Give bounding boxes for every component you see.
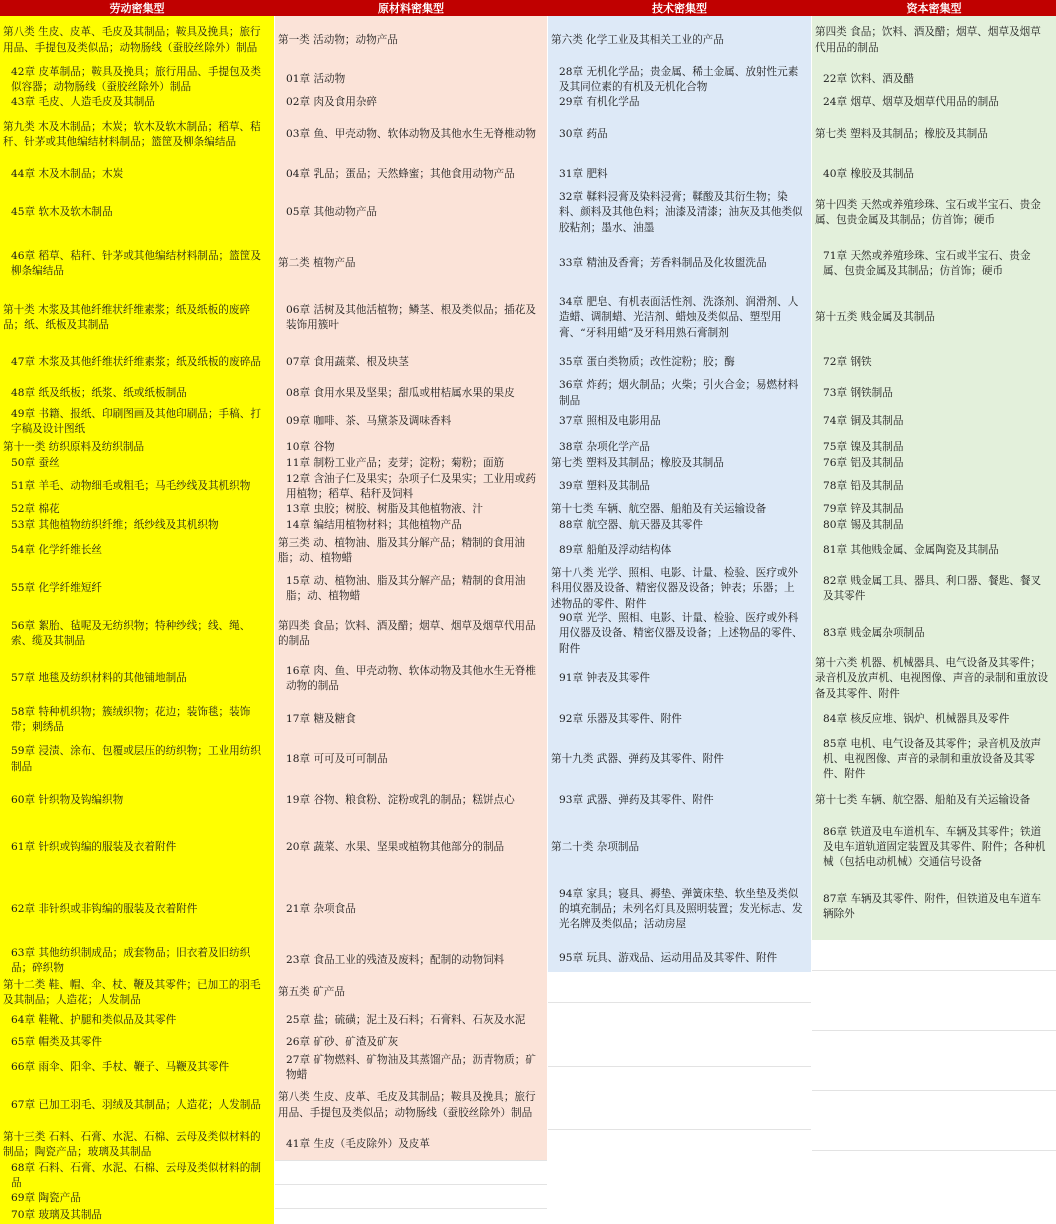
section-title: 第八类 生皮、皮革、毛皮及其制品；鞍具及挽具；旅行用品、手提包及类似品；动物肠线（蚕胶丝除外）制品 [3, 26, 261, 54]
chapter-title: 64章 鞋靴、护腿和类似品及其零件 [11, 1013, 177, 1026]
section-title: 第十七类 车辆、航空器、船舶及有关运输设备 [551, 502, 767, 515]
chapter-row [812, 567, 1056, 611]
chapter-title: 61章 针织或钩编的服装及衣着附件 [11, 840, 177, 853]
chapter-row [275, 701, 547, 739]
section-row [812, 293, 1056, 343]
chapter-row [275, 739, 547, 780]
chapter-row [0, 1082, 274, 1129]
empty-cell-line [812, 1090, 1056, 1091]
chapter-title: 14章 编结用植物材料；其他植物产品 [286, 519, 462, 532]
chapter-row [812, 535, 1056, 567]
chapter-row [275, 821, 547, 874]
chapter-row [812, 502, 1056, 517]
chapter-title: 87章 车辆及其零件、附件，但铁道及电车道车辆除外 [823, 892, 1042, 920]
chapter-row [275, 456, 547, 472]
chapter-row [812, 343, 1056, 382]
chapter-title: 70章 玻璃及其制品 [11, 1208, 103, 1221]
section-row [275, 535, 547, 567]
chapter-row [812, 739, 1056, 780]
chapter-title: 25章 盐；硫磺；泥土及石料；石膏料、石灰及水泥 [286, 1013, 526, 1026]
chapter-title: 79章 锌及其制品 [823, 502, 904, 515]
section-title: 第十九类 武器、弹药及其零件、附件 [551, 752, 724, 765]
chapter-title: 29章 有机化学品 [559, 96, 640, 109]
chapter-title: 05章 其他动物产品 [286, 206, 378, 219]
raw-material-intensive-column [275, 16, 547, 1160]
chapter-title: 93章 武器、弹药及其零件、附件 [559, 793, 714, 806]
section-title: 第二类 植物产品 [278, 257, 356, 270]
chapter-row [275, 191, 547, 235]
chapter-title: 90章 光学、照相、电影、计量、检验、医疗或外科用仪器及设备、精密仪器及设备；上述物品的零件、附件 [559, 612, 803, 655]
section-row [812, 111, 1056, 159]
chapter-title: 65章 帽类及其零件 [11, 1036, 103, 1049]
chapter-title: 75章 镍及其制品 [823, 440, 904, 453]
chapter-title: 69章 陶瓷产品 [11, 1192, 81, 1205]
chapter-row [275, 1129, 547, 1160]
chapter-row [548, 472, 811, 502]
chapter-row [812, 611, 1056, 657]
section-row [812, 16, 1056, 65]
empty-cell-line [548, 1002, 811, 1003]
chapter-row [0, 343, 274, 382]
chapter-title: 10章 谷物 [286, 440, 335, 453]
section-row [0, 16, 274, 65]
chapter-title: 45章 软木及软木制品 [11, 206, 113, 219]
chapter-row [275, 405, 547, 439]
technology-intensive-column [548, 16, 811, 972]
chapter-title: 81章 其他贱金属、金属陶瓷及其制品 [823, 544, 999, 557]
chapter-title: 24章 烟草、烟草及烟草代用品的制品 [823, 96, 999, 109]
section-title: 第八类 生皮、皮革、毛皮及其制品；鞍具及挽具；旅行用品、手提包及类似品；动物肠线（蚕胶丝除外）制品 [278, 1091, 536, 1119]
chapter-title: 33章 精油及香膏；芳香料制品及化妆盥洗品 [559, 257, 767, 270]
section-title: 第十五类 贱金属及其制品 [815, 311, 935, 324]
chapter-title: 34章 肥皂、有机表面活性剂、洗涤剂、润滑剂、人造蜡、调制蜡、光洁剂、蜡烛及类似品、塑型用膏、“牙科用蜡”及牙科用熟石膏制剂 [559, 296, 799, 339]
chapter-title: 89章 船舶及浮动结构体 [559, 544, 672, 557]
chapter-title: 71章 天然或养殖珍珠、宝石或半宝石、贵金属、包贵金属及其制品；仿首饰；硬币 [823, 249, 1031, 277]
chapter-row [812, 821, 1056, 874]
section-title: 第六类 化学工业及其相关工业的产品 [551, 33, 724, 46]
chapter-row [0, 535, 274, 567]
table-header [0, 0, 1056, 16]
section-title: 第四类 食品；饮料、酒及醋；烟草、烟草及烟草代用品的制品 [278, 619, 536, 647]
chapter-row [548, 405, 811, 439]
chapter-row [0, 611, 274, 657]
chapter-row [0, 405, 274, 439]
chapter-title: 41章 生皮（毛皮除外）及皮革 [286, 1138, 430, 1151]
chapter-title: 59章 浸渍、涂布、包覆或层压的纺织物；工业用纺织制品 [11, 745, 261, 773]
section-row [548, 502, 811, 517]
chapter-row [275, 1009, 547, 1032]
section-title: 第十八类 光学、照相、电影、计量、检验、医疗或外科用仪器及设备、精密仪器及设备；钟表；乐器；上述物品的零件、附件 [551, 567, 799, 610]
chapter-row [812, 159, 1056, 191]
section-title: 第七类 塑料及其制品；橡胶及其制品 [815, 128, 988, 141]
section-row [0, 293, 274, 343]
chapter-title: 26章 矿砂、矿渣及矿灰 [286, 1036, 399, 1049]
section-row [812, 657, 1056, 701]
chapter-title: 13章 虫胶；树胶、树脂及其他植物液、汁 [286, 502, 483, 515]
chapter-row [548, 65, 811, 95]
section-row [275, 16, 547, 65]
section-title: 第三类 动、植物油、脂及其分解产品；精制的食用油脂；动、植物蜡 [278, 536, 526, 564]
chapter-title: 72章 钢铁 [823, 355, 872, 368]
chapter-title: 95章 玩具、游戏品、运动用品及其零件、附件 [559, 951, 778, 964]
chapter-title: 06章 活树及其他活植物；鳞茎、根及类似品；插花及装饰用簇叶 [286, 303, 536, 331]
section-title: 第七类 塑料及其制品；橡胶及其制品 [551, 457, 724, 470]
section-row [548, 739, 811, 780]
labor-intensive-column [0, 16, 274, 1224]
chapter-title: 78章 铅及其制品 [823, 480, 904, 493]
chapter-row [0, 65, 274, 95]
chapter-row [0, 1009, 274, 1032]
section-title: 第一类 活动物；动物产品 [278, 33, 398, 46]
section-title: 第十三类 石料、石膏、水泥、石棉、云母及类似材料的制品；陶瓷产品；玻璃及其制品 [3, 1130, 261, 1158]
chapter-row [275, 293, 547, 343]
empty-cell-line [548, 1066, 811, 1067]
chapter-row [275, 1054, 547, 1082]
empty-cell-line [548, 1129, 811, 1130]
chapter-title: 73章 钢铁制品 [823, 386, 893, 399]
chapter-title: 53章 其他植物纺织纤维；纸纱线及其机织物 [11, 519, 219, 532]
chapter-row [812, 701, 1056, 739]
section-row [275, 977, 547, 1009]
chapter-title: 83章 贱金属杂项制品 [823, 627, 925, 640]
chapter-title: 57章 地毯及纺织材料的其他铺地制品 [11, 672, 187, 685]
chapter-row [548, 535, 811, 567]
chapter-row [275, 159, 547, 191]
chapter-row [548, 95, 811, 111]
section-title: 第十七类 车辆、航空器、船舶及有关运输设备 [815, 793, 1031, 806]
chapter-title: 40章 橡胶及其制品 [823, 168, 915, 181]
chapter-row [812, 65, 1056, 95]
chapter-row [812, 405, 1056, 439]
section-row [275, 1082, 547, 1129]
chapter-row [0, 1207, 274, 1224]
chapter-title: 12章 含油子仁及果实；杂项子仁及果实；工业用或药用植物；稻草、秸秆及饲料 [286, 472, 536, 500]
section-row [548, 567, 811, 611]
chapter-title: 42章 皮革制品；鞍具及挽具；旅行用品、手提包及类似容器；动物肠线（蚕胶丝除外）制品 [11, 65, 261, 93]
section-row [548, 821, 811, 874]
chapter-title: 07章 食用蔬菜、根及块茎 [286, 355, 409, 368]
chapter-title: 38章 杂项化学产品 [559, 440, 651, 453]
chapter-title: 58章 特种机织物；簇绒织物；花边；装饰毯；装饰带；刺绣品 [11, 705, 251, 733]
chapter-title: 48章 纸及纸板；纸浆、纸或纸板制品 [11, 386, 187, 399]
chapter-row [548, 159, 811, 191]
chapter-title: 02章 肉及食用杂碎 [286, 96, 378, 109]
section-title: 第十四类 天然或养殖珍珠、宝石或半宝石、贵金属、包贵金属及其制品；仿首饰；硬币 [815, 198, 1041, 226]
chapter-title: 52章 棉花 [11, 502, 60, 515]
chapter-row [275, 780, 547, 821]
chapter-row [0, 657, 274, 701]
section-title: 第九类 木及木制品；木炭；软木及软木制品；稻草、秸秆、针茅或其他编结材料制品；篮筐及柳条编结品 [3, 120, 261, 148]
chapter-title: 04章 乳品；蛋品；天然蜂蜜；其他食用动物产品 [286, 168, 515, 181]
section-title: 第十二类 鞋、帽、伞、杖、鞭及其零件；已加工的羽毛及其制品；人造花；人发制品 [3, 978, 261, 1006]
chapter-row [812, 472, 1056, 502]
chapter-row [548, 191, 811, 235]
chapter-row [0, 821, 274, 874]
section-row [0, 439, 274, 456]
header-labor-intensive: 劳动密集型 [109, 2, 165, 15]
chapter-title: 43章 毛皮、人造毛皮及其制品 [11, 96, 155, 109]
section-title: 第十一类 纺织原料及纺织制品 [3, 440, 145, 453]
chapter-row [548, 293, 811, 343]
chapter-row [275, 567, 547, 611]
chapter-title: 36章 炸药；烟火制品；火柴；引火合金；易燃材料制品 [559, 379, 799, 407]
chapter-row [0, 382, 274, 405]
chapter-title: 51章 羊毛、动物细毛或粗毛；马毛纱线及其机织物 [11, 480, 251, 493]
chapter-row [275, 1032, 547, 1054]
chapter-row [812, 874, 1056, 940]
chapter-row [812, 95, 1056, 111]
chapter-title: 47章 木浆及其他纤维状纤维素浆；纸及纸板的废碎品 [11, 355, 261, 368]
chapter-title: 94章 家具；寝具、褥垫、弹簧床垫、软坐垫及类似的填充制品；未列名灯具及照明装置；发光标志、发光名牌及类似品；活动房屋 [559, 887, 803, 931]
section-title: 第五类 矿产品 [278, 986, 345, 999]
header-capital-intensive: 资本密集型 [906, 2, 962, 15]
section-row [0, 111, 274, 159]
chapter-row [0, 567, 274, 611]
chapter-row [548, 657, 811, 701]
chapter-row [548, 235, 811, 293]
chapter-title: 22章 饮料、酒及醋 [823, 73, 915, 86]
chapter-row [548, 945, 811, 972]
chapter-title: 32章 鞣料浸膏及染料浸膏；鞣酸及其衍生物；染料、颜料及其他色料；油漆及清漆；油灰及其他类似胶粘剂；墨水、油墨 [559, 191, 803, 234]
chapter-row [275, 65, 547, 95]
chapter-row [548, 343, 811, 382]
chapter-row [548, 379, 811, 407]
chapter-row [275, 472, 547, 502]
chapter-title: 17章 糖及糖食 [286, 713, 356, 726]
chapter-row [275, 517, 547, 535]
chapter-row [0, 1161, 274, 1191]
empty-cell-line [812, 1150, 1056, 1151]
chapter-title: 80章 锡及其制品 [823, 519, 904, 532]
empty-cell-line [812, 1030, 1056, 1031]
chapter-title: 21章 杂项食品 [286, 902, 356, 915]
header-technology-intensive: 技术密集型 [652, 2, 707, 15]
chapter-title: 66章 雨伞、阳伞、手杖、鞭子、马鞭及其零件 [11, 1061, 230, 1074]
chapter-row [0, 1191, 274, 1207]
chapter-title: 54章 化学纤维长丝 [11, 544, 103, 557]
chapter-row [0, 874, 274, 945]
chapter-title: 49章 书籍、报纸、印刷图画及其他印刷品；手稿、打字稿及设计图纸 [11, 407, 261, 435]
chapter-title: 55章 化学纤维短纤 [11, 582, 103, 595]
chapter-title: 60章 针织物及钩编织物 [11, 793, 124, 806]
chapter-row [0, 945, 274, 977]
section-row [0, 977, 274, 1009]
section-title: 第二十类 杂项制品 [551, 840, 640, 853]
chapter-title: 01章 活动物 [286, 73, 346, 86]
chapter-title: 03章 鱼、甲壳动物、软体动物及其他水生无脊椎动物 [286, 128, 536, 141]
chapter-row [548, 517, 811, 535]
section-title: 第十六类 机器、机械器具、电气设备及其零件；录音机及放声机、电视图像、声音的录制和重放设备及其零件、附件 [815, 657, 1049, 700]
chapter-title: 63章 其他纺织制成品；成套物品；旧衣着及旧纺织品；碎织物 [11, 946, 251, 974]
empty-cell-line [812, 970, 1056, 971]
chapter-row [275, 874, 547, 945]
chapter-row [275, 343, 547, 382]
chapter-row [0, 159, 274, 191]
chapter-row [275, 657, 547, 701]
chapter-row [275, 502, 547, 517]
chapter-row [0, 456, 274, 472]
chapter-row [0, 739, 274, 780]
chapter-title: 56章 絮胎、毡呢及无纺织物；特种纱线；线、绳、索、缆及其制品 [11, 619, 251, 647]
section-row [812, 191, 1056, 235]
chapter-title: 82章 贱金属工具、器具、利口器、餐匙、餐叉及其零件 [823, 574, 1042, 602]
chapter-title: 27章 矿物燃料、矿物油及其蒸馏产品；沥青物质；矿物蜡 [286, 1053, 536, 1081]
chapter-row [275, 111, 547, 159]
chapter-row [812, 456, 1056, 472]
chapter-row [812, 235, 1056, 293]
chapter-title: 68章 石料、石膏、水泥、石棉、云母及类似材料的制品 [11, 1161, 261, 1189]
chapter-row [275, 382, 547, 405]
section-title: 第十类 木浆及其他纤维状纤维素浆；纸及纸板的废碎品；纸、纸板及其制品 [3, 303, 251, 331]
chapter-row [548, 701, 811, 739]
chapter-title: 39章 塑料及其制品 [559, 480, 651, 493]
chapter-row [0, 1032, 274, 1054]
chapter-row [0, 1054, 274, 1082]
capital-intensive-column [812, 16, 1056, 940]
chapter-title: 08章 食用水果及坚果；甜瓜或柑桔属水果的果皮 [286, 386, 515, 399]
section-row [548, 16, 811, 65]
chapter-row [548, 874, 811, 945]
chapter-title: 19章 谷物、粮食粉、淀粉或乳的制品；糕饼点心 [286, 793, 515, 806]
chapter-title: 92章 乐器及其零件、附件 [559, 713, 682, 726]
header-raw-material-intensive: 原材料密集型 [378, 2, 444, 15]
chapter-row [812, 517, 1056, 535]
chapter-title: 09章 咖啡、茶、马黛茶及调味香料 [286, 415, 452, 428]
chapter-title: 50章 蚕丝 [11, 457, 60, 470]
chapter-title: 35章 蛋白类物质；改性淀粉；胶；酶 [559, 355, 735, 368]
section-row [275, 235, 547, 293]
chapter-row [812, 382, 1056, 405]
section-row [812, 780, 1056, 821]
section-title: 第四类 食品；饮料、酒及醋；烟草、烟草及烟草代用品的制品 [815, 26, 1041, 54]
chapter-row [275, 439, 547, 456]
chapter-title: 74章 铜及其制品 [823, 415, 904, 428]
empty-cell-line [275, 1184, 547, 1185]
empty-cell-line [275, 1208, 547, 1209]
section-row [0, 1129, 274, 1161]
chapter-row [548, 111, 811, 159]
chapter-title: 18章 可可及可可制品 [286, 752, 388, 765]
chapter-row [0, 502, 274, 517]
chapter-title: 31章 肥料 [559, 168, 608, 181]
chapter-row [0, 235, 274, 293]
chapter-title: 85章 电机、电气设备及其零件；录音机及放声机、电视图像、声音的录制和重放设备及其零件、附件 [823, 737, 1042, 781]
chapter-row [548, 611, 811, 657]
chapter-row [548, 439, 811, 456]
chapter-title: 67章 已加工羽毛、羽绒及其制品；人造花；人发制品 [11, 1098, 261, 1111]
chapter-row [0, 701, 274, 739]
chapter-title: 37章 照相及电影用品 [559, 415, 661, 428]
chapter-row [0, 517, 274, 535]
chapter-row [548, 780, 811, 821]
chapter-title: 30章 药品 [559, 128, 608, 141]
chapter-row [0, 780, 274, 821]
empty-cell-line [275, 1160, 547, 1161]
section-row [548, 456, 811, 472]
chapter-title: 86章 铁道及电车道机车、车辆及其零件；铁道及电车道轨道固定装置及其零件、附件；各种机械（包括电动机械）交通信号设备 [823, 825, 1046, 869]
chapter-title: 62章 非针织或非钩编的服装及衣着附件 [11, 902, 198, 915]
chapter-title: 20章 蔬菜、水果、坚果或植物其他部分的制品 [286, 840, 505, 853]
chapter-title: 23章 食品工业的残渣及废料；配制的动物饲料 [286, 954, 505, 967]
chapter-row [0, 95, 274, 111]
chapter-title: 88章 航空器、航天器及其零件 [559, 519, 703, 532]
chapter-row [812, 439, 1056, 456]
chapter-title: 28章 无机化学品；贵金属、稀土金属、放射性元素及其同位素的有机及无机化合物 [559, 65, 799, 93]
chapter-row [275, 945, 547, 977]
chapter-title: 44章 木及木制品；木炭 [11, 168, 124, 181]
chapter-title: 91章 钟表及其零件 [559, 672, 651, 685]
chapter-row [275, 95, 547, 111]
chapter-title: 46章 稻草、秸秆、针茅或其他编结材料制品；篮筐及柳条编结品 [11, 249, 261, 277]
chapter-title: 15章 动、植物油、脂及其分解产品；精制的食用油脂；动、植物蜡 [286, 574, 526, 602]
chapter-row [0, 472, 274, 502]
section-row [275, 611, 547, 657]
chapter-title: 76章 铝及其制品 [823, 457, 904, 470]
chapter-title: 84章 核反应堆、锅炉、机械器具及零件 [823, 713, 1010, 726]
chapter-title: 11章 制粉工业产品；麦芽；淀粉；菊粉；面筋 [286, 457, 505, 470]
chapter-row [0, 191, 274, 235]
chapter-title: 16章 肉、鱼、甲壳动物、软体动物及其他水生无脊椎动物的制品 [286, 664, 536, 692]
